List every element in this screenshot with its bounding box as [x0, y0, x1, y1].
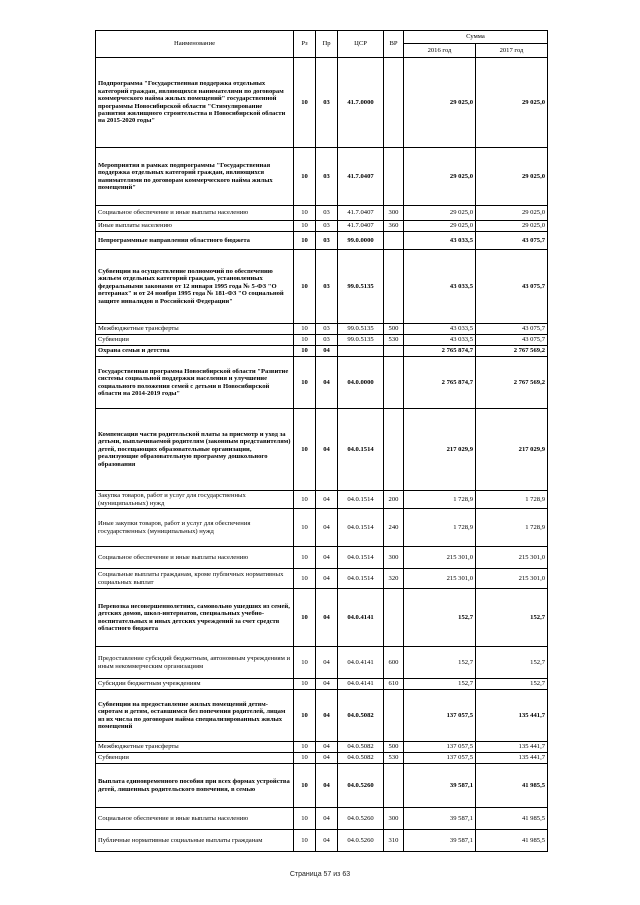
row-pr: 04	[316, 647, 338, 679]
row-sum-2016: 39 587,1	[404, 830, 476, 852]
row-pr: 03	[316, 206, 338, 221]
row-name: Предоставление субсидий бюджетным, автономным учреждениям и иным некоммерческим организациям	[96, 647, 294, 679]
row-name: Субвенции	[96, 335, 294, 346]
row-pr: 03	[316, 58, 338, 148]
row-sum-2016: 43 033,5	[404, 335, 476, 346]
row-csr: 41.7.0000	[338, 58, 384, 148]
row-vr: 360	[384, 221, 404, 232]
row-sum-2016: 43 033,5	[404, 324, 476, 335]
table-row	[96, 679, 548, 690]
table-row	[96, 690, 548, 742]
row-name: Социальные выплаты гражданам, кроме публичных нормативных социальных выплат	[96, 569, 294, 589]
row-rz: 10	[294, 357, 316, 409]
row-sum-2017: 43 075,7	[476, 250, 548, 324]
budget-table	[95, 30, 548, 852]
header-pr: Пр	[316, 31, 338, 58]
row-name: Субвенции	[96, 753, 294, 764]
row-sum-2017: 135 441,7	[476, 742, 548, 753]
table-row	[96, 830, 548, 852]
row-sum-2016: 29 025,0	[404, 148, 476, 206]
row-vr: 240	[384, 509, 404, 547]
row-name: Закупка товаров, работ и услуг для государственных (муниципальных) нужд	[96, 491, 294, 509]
row-sum-2016: 152,7	[404, 589, 476, 647]
row-sum-2016: 152,7	[404, 679, 476, 690]
row-name: Иные закупки товаров, работ и услуг для обеспечения государственных (муниципальных) нужд	[96, 509, 294, 547]
row-rz: 10	[294, 647, 316, 679]
row-rz: 10	[294, 547, 316, 569]
row-csr: 99.0.5135	[338, 324, 384, 335]
row-sum-2017: 215 301,0	[476, 547, 548, 569]
row-sum-2016: 29 025,0	[404, 58, 476, 148]
row-name: Социальное обеспечение и иные выплаты населению	[96, 547, 294, 569]
row-rz: 10	[294, 335, 316, 346]
row-name: Публичные нормативные социальные выплаты гражданам	[96, 830, 294, 852]
row-csr: 41.7.0407	[338, 148, 384, 206]
header-rz: Рз	[294, 31, 316, 58]
row-name: Подпрограмма "Государственная поддержка отдельных категорий граждан, являющихся нанимателями по договорам коммерческого найма жилых помещений" государственной программы Новосибирской области "Стимулирование развития жилищного строительства в Новосибирской области на 2015-2020 годы"	[96, 58, 294, 148]
row-pr: 03	[316, 221, 338, 232]
page-footer: Страница 57 из 63	[289, 871, 351, 878]
row-sum-2016: 2 765 874,7	[404, 346, 476, 357]
row-rz: 10	[294, 409, 316, 491]
row-name: Субвенции на осуществление полномочий по обеспечению жильем отдельных категорий граждан, установленных федеральными законами от 12 января 1995 года № 5-ФЗ "О ветеранах" и от 24 ноября 1995 года № 181-ФЗ "О социальной защите инвалидов в Российской Федерации"	[96, 250, 294, 324]
row-vr: 530	[384, 335, 404, 346]
table-row	[96, 148, 548, 206]
row-pr: 04	[316, 569, 338, 589]
table-row	[96, 589, 548, 647]
row-csr: 04.0.4141	[338, 647, 384, 679]
table-row	[96, 357, 548, 409]
row-csr: 04.0.4141	[338, 589, 384, 647]
row-pr: 04	[316, 409, 338, 491]
row-csr: 04.0.4141	[338, 679, 384, 690]
row-sum-2016: 137 057,5	[404, 753, 476, 764]
row-pr: 04	[316, 830, 338, 852]
row-sum-2016: 217 029,9	[404, 409, 476, 491]
row-rz: 10	[294, 221, 316, 232]
row-vr	[384, 589, 404, 647]
row-sum-2016: 2 765 874,7	[404, 357, 476, 409]
row-sum-2017: 43 075,7	[476, 335, 548, 346]
row-csr: 04.0.5260	[338, 808, 384, 830]
row-name: Межбюджетные трансферты	[96, 324, 294, 335]
header-2016: 2016 год	[404, 44, 476, 58]
row-pr: 04	[316, 357, 338, 409]
row-sum-2016: 39 587,1	[404, 808, 476, 830]
row-sum-2017: 215 301,0	[476, 569, 548, 589]
row-csr: 99.0.0000	[338, 232, 384, 250]
row-vr	[384, 232, 404, 250]
row-sum-2016: 1 728,9	[404, 509, 476, 547]
row-rz: 10	[294, 58, 316, 148]
row-rz: 10	[294, 808, 316, 830]
row-vr	[384, 690, 404, 742]
row-name: Субвенции на предоставление жилых помещений детям-сиротам и детям, оставшимся без попечения родителей, лицам из их числа по договорам найма специализированных жилых помещений	[96, 690, 294, 742]
row-rz: 10	[294, 250, 316, 324]
table-row	[96, 250, 548, 324]
row-rz: 10	[294, 690, 316, 742]
header-2017: 2017 год	[476, 44, 548, 58]
row-vr	[384, 357, 404, 409]
row-name: Охрана семьи и детства	[96, 346, 294, 357]
row-sum-2016: 29 025,0	[404, 221, 476, 232]
row-name: Государственная программа Новосибирской области "Развитие системы социальной поддержки населения и улучшение социального положения семей с детьми в Новосибирской области на 2014-2019 годы"	[96, 357, 294, 409]
row-vr: 300	[384, 808, 404, 830]
header-name: Наименование	[96, 31, 294, 58]
row-sum-2016: 215 301,0	[404, 547, 476, 569]
row-sum-2017: 135 441,7	[476, 753, 548, 764]
table-row	[96, 647, 548, 679]
row-pr: 03	[316, 232, 338, 250]
row-sum-2017: 29 025,0	[476, 206, 548, 221]
row-sum-2017: 152,7	[476, 647, 548, 679]
table-row	[96, 409, 548, 491]
row-sum-2016: 43 033,5	[404, 232, 476, 250]
row-pr: 03	[316, 148, 338, 206]
table-row	[96, 547, 548, 569]
row-vr: 600	[384, 647, 404, 679]
row-sum-2017: 2 767 569,2	[476, 346, 548, 357]
row-rz: 10	[294, 324, 316, 335]
row-sum-2016: 43 033,5	[404, 250, 476, 324]
table-row	[96, 346, 548, 357]
row-name: Мероприятия в рамках подпрограммы "Государственная поддержка отдельных категорий граждан, являющихся нанимателями по договорам коммерческого найма жилых помещений"	[96, 148, 294, 206]
row-csr: 04.0.5082	[338, 753, 384, 764]
row-sum-2017: 135 441,7	[476, 690, 548, 742]
row-rz: 10	[294, 753, 316, 764]
table-row	[96, 58, 548, 148]
table-row	[96, 808, 548, 830]
row-vr: 610	[384, 679, 404, 690]
table-row	[96, 335, 548, 346]
row-rz: 10	[294, 764, 316, 808]
row-sum-2017: 29 025,0	[476, 58, 548, 148]
table-row	[96, 206, 548, 221]
row-csr: 04.0.1514	[338, 547, 384, 569]
row-sum-2016: 137 057,5	[404, 742, 476, 753]
row-csr: 04.0.1514	[338, 491, 384, 509]
row-name: Межбюджетные трансферты	[96, 742, 294, 753]
row-sum-2017: 1 728,9	[476, 491, 548, 509]
row-csr: 04.0.1514	[338, 509, 384, 547]
row-vr: 300	[384, 206, 404, 221]
row-sum-2017: 152,7	[476, 589, 548, 647]
table-row	[96, 232, 548, 250]
table-header	[96, 31, 548, 58]
table-row	[96, 753, 548, 764]
row-name: Выплата единовременного пособия при всех формах устройства детей, лишенных родительского попечения, в семью	[96, 764, 294, 808]
row-rz: 10	[294, 148, 316, 206]
row-rz: 10	[294, 589, 316, 647]
row-sum-2017: 41 985,5	[476, 764, 548, 808]
row-sum-2017: 41 985,5	[476, 808, 548, 830]
row-vr	[384, 250, 404, 324]
row-vr	[384, 764, 404, 808]
row-vr	[384, 58, 404, 148]
row-csr: 04.0.5260	[338, 830, 384, 852]
row-pr: 04	[316, 753, 338, 764]
table-row	[96, 764, 548, 808]
row-vr	[384, 409, 404, 491]
row-sum-2017: 29 025,0	[476, 221, 548, 232]
row-pr: 04	[316, 509, 338, 547]
table-row	[96, 742, 548, 753]
row-name: Компенсация части родительской платы за присмотр и уход за детьми, выплачиваемой родителям (законным представителям) детей, посещающих образовательные организации, реализующие образовательную программу дошкольного образования	[96, 409, 294, 491]
table-body	[96, 58, 548, 852]
table-row	[96, 324, 548, 335]
row-sum-2017: 2 767 569,2	[476, 357, 548, 409]
row-name: Социальное обеспечение и иные выплаты населению	[96, 206, 294, 221]
row-rz: 10	[294, 830, 316, 852]
row-rz: 10	[294, 679, 316, 690]
row-csr: 99.0.5135	[338, 250, 384, 324]
row-sum-2017: 217 029,9	[476, 409, 548, 491]
row-pr: 03	[316, 324, 338, 335]
row-pr: 04	[316, 764, 338, 808]
row-pr: 04	[316, 547, 338, 569]
row-vr	[384, 346, 404, 357]
row-pr: 04	[316, 690, 338, 742]
row-csr: 99.0.5135	[338, 335, 384, 346]
row-vr: 310	[384, 830, 404, 852]
row-pr: 04	[316, 808, 338, 830]
row-pr: 04	[316, 679, 338, 690]
row-csr: 04.0.5082	[338, 742, 384, 753]
row-pr: 04	[316, 742, 338, 753]
table-row	[96, 569, 548, 589]
row-sum-2016: 1 728,9	[404, 491, 476, 509]
row-sum-2016: 215 301,0	[404, 569, 476, 589]
row-name: Субсидии бюджетным учреждениям	[96, 679, 294, 690]
row-rz: 10	[294, 232, 316, 250]
row-pr: 03	[316, 335, 338, 346]
row-name: Непрограммные направления областного бюджета	[96, 232, 294, 250]
header-csr: ЦСР	[338, 31, 384, 58]
row-csr: 04.0.5260	[338, 764, 384, 808]
header-sum: Сумма	[404, 31, 548, 44]
row-sum-2017: 152,7	[476, 679, 548, 690]
row-csr: 41.7.0407	[338, 206, 384, 221]
row-rz: 10	[294, 491, 316, 509]
row-sum-2016: 152,7	[404, 647, 476, 679]
row-csr: 04.0.5082	[338, 690, 384, 742]
row-rz: 10	[294, 509, 316, 547]
row-vr	[384, 148, 404, 206]
row-vr: 500	[384, 324, 404, 335]
row-csr: 41.7.0407	[338, 221, 384, 232]
row-name: Перевозка несовершеннолетних, самовольно ушедших из семей, детских домов, школ-интернатов, специальных учебно-воспитательных и иных детских учреждений за счет средств областного бюджета	[96, 589, 294, 647]
row-csr: 04.0.0000	[338, 357, 384, 409]
row-rz: 10	[294, 742, 316, 753]
row-vr: 300	[384, 547, 404, 569]
row-sum-2017: 43 075,7	[476, 324, 548, 335]
row-csr	[338, 346, 384, 357]
row-csr: 04.0.1514	[338, 569, 384, 589]
row-vr: 320	[384, 569, 404, 589]
row-vr: 500	[384, 742, 404, 753]
row-sum-2016: 29 025,0	[404, 206, 476, 221]
row-pr: 04	[316, 346, 338, 357]
row-sum-2017: 43 075,7	[476, 232, 548, 250]
header-vr: ВР	[384, 31, 404, 58]
row-sum-2017: 29 025,0	[476, 148, 548, 206]
row-vr: 200	[384, 491, 404, 509]
row-sum-2017: 1 728,9	[476, 509, 548, 547]
table-row	[96, 509, 548, 547]
row-pr: 03	[316, 250, 338, 324]
row-sum-2016: 137 057,5	[404, 690, 476, 742]
row-pr: 04	[316, 491, 338, 509]
row-sum-2017: 41 985,5	[476, 830, 548, 852]
row-rz: 10	[294, 569, 316, 589]
row-csr: 04.0.1514	[338, 409, 384, 491]
row-pr: 04	[316, 589, 338, 647]
row-name: Социальное обеспечение и иные выплаты населению	[96, 808, 294, 830]
row-rz: 10	[294, 206, 316, 221]
row-sum-2016: 39 587,1	[404, 764, 476, 808]
row-vr: 530	[384, 753, 404, 764]
row-name: Иные выплаты населению	[96, 221, 294, 232]
table-row	[96, 491, 548, 509]
table-row	[96, 221, 548, 232]
row-rz: 10	[294, 346, 316, 357]
